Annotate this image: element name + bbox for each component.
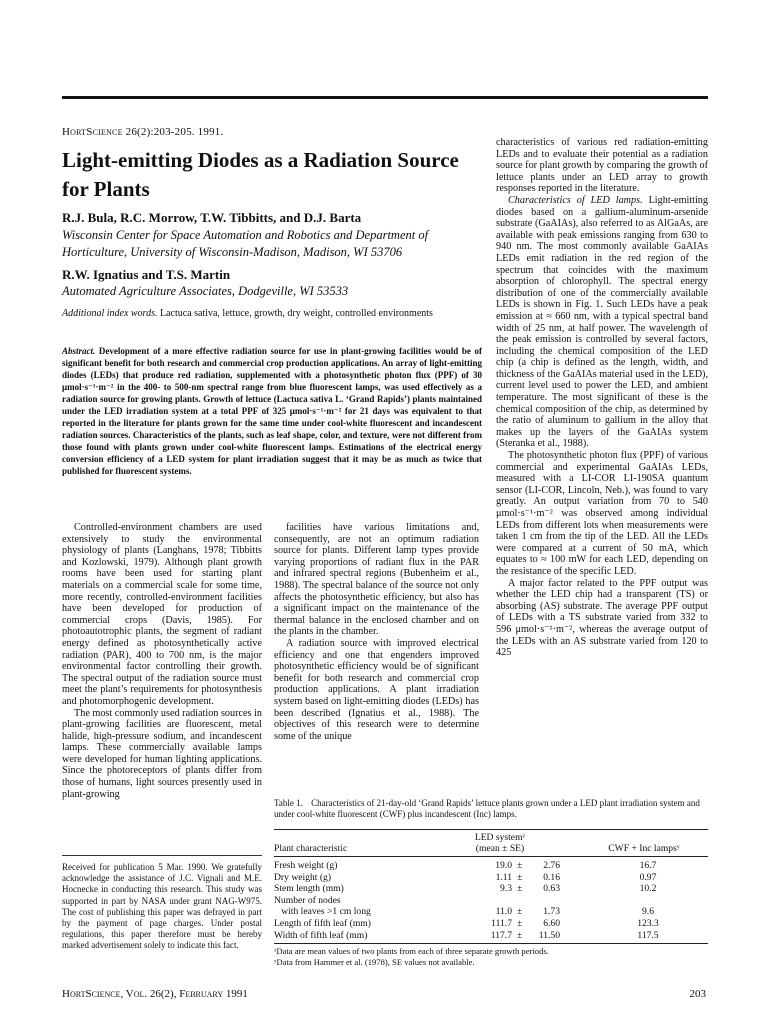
table-notes: [274, 946, 708, 968]
authors-group-1: R.J. Bula, R.C. Morrow, T.W. Tibbitts, and D.J. Barta: [62, 210, 362, 225]
table-cell-characteristic: Number of nodes: [274, 894, 341, 906]
abstract: [62, 345, 482, 477]
table-note-z: ᶻData are mean values of two plants from each of three separate growth periods.: [274, 946, 549, 956]
table-row: [274, 895, 708, 907]
table-row: [274, 883, 708, 895]
table-cell-cwf: 0.97: [639, 871, 657, 883]
table-cell-characteristic: Fresh weight (g): [274, 860, 338, 871]
index-words-text: Lactuca sativa, lettuce, growth, dry weight, controlled environments: [159, 308, 433, 319]
table-cell-led-se: 6.60: [543, 918, 560, 929]
authors-group-2: R.W. Ignatius and T.S. Martin: [62, 267, 231, 282]
col1-paragraph-2: The most commonly used radiation sources in plant-growing facilities are fluorescent, metal halide, high-pressure sodium, and incandescent lamps. These commercially available lamps were developed for human lighting applications. Since the photoreceptors of plants differ from those of humans, light sources presently used in plant-growing: [62, 707, 262, 800]
table-cell-plus-minus: ±: [517, 871, 523, 883]
col1-paragraph-1: Controlled-environment chambers are used extensively to study the environmental physiology of plants (Langhans, 1978; Tibbitts and Kozlowski, 1979). Although plant growth rooms have been used for starting plant materials on a commercial scale for some time, more recently, controlled-environment facilities have been developed for production of commercial crops (Davis, 1985). For photoautotrophic plants, the segment of radiant energy defined as photosynthetically active radiation (PAR), 400 to 700 nm, is the major environmental factor controlling their growth. The spectral output of the radiation source must meet the plant’s requirements for photosynthesis and photomorphogenic development.: [62, 522, 262, 707]
col2-paragraph-1: facilities have various limitations and, consequently, are not an optimum radiation source for plants. Different lamp types provide varying proportions of radiant flux in the PAR and infrared spectral regions (Bubenheim et al., 1988). The spectral balance of the source not only affects the photosynthetic efficiency, but also has a significant impact on the maintenance of the thermal balance in the enclosed chamber and on the plants in the chamber.: [274, 522, 479, 638]
table-cell-cwf: 123.3: [637, 918, 659, 929]
col3-paragraph-4: A major factor related to the PPF output was whether the LED chip had a transparent (TS) or absorbing (AS) substrate. The average PPF output of LEDs with a TS substrate varied from 332 to 596 μmol·s⁻¹·m⁻², whereas the average output of the LEDs with an AS substrate varied from 120 to 425: [496, 577, 708, 659]
page-number: 203: [689, 988, 706, 1000]
table-header-characteristic: Plant characteristic: [274, 843, 348, 854]
col3-paragraph-2: [496, 195, 708, 450]
table-cell-plus-minus: ±: [517, 918, 523, 929]
table-cell-led-se: 11.50: [538, 929, 560, 941]
table-cell-led-mean: 9.3: [500, 883, 512, 895]
col3-paragraph-1: characteristics of various red radiation-emitting LEDs and to evaluate their potential as a radiation source for plant growth by comparing the growth of lettuce plants under an LED array to growth responses reported in the literature.: [496, 137, 708, 195]
table-row: [274, 872, 708, 884]
table-cell-characteristic: Length of fifth leaf (mm): [274, 918, 371, 929]
affiliation-1: Wisconsin Center for Space Automation and Robotics and Department of Horticulture, University of Wisconsin-Madison, Madison, WI 53706: [62, 228, 429, 259]
col3-subhead: Characteristics of LED lamps.: [508, 194, 643, 206]
table-cell-cwf: 117.5: [637, 929, 659, 941]
table-cell-plus-minus: ±: [517, 883, 523, 895]
col3-paragraph-2-text: Light-emitting diodes based on a gallium-aluminum-arsenide substrate (GaAIAs), also referred to as AlGaAs, are available with peak emissions ranging from 630 to 940 nm. The most commonly available GaAIAs LEDs emit radiation in the red region of the spectrum that coincides with the maximum absorption of chlorophyll. The spectral energy distribution of one of the commercially available LEDs is shown in Fig. 1. Such LEDs have a peak emission at ≈ 660 nm, with a typical spectral band width of 25 nm, at half power. The wavelength of the peak emission is controlled by several factors, including the chemical composition of the LED chip (a chip is defined as the length, width, and thickness of the GaAIAs material used in the LED), current level used to power the LED, and ambient temperature. The most significant of these is the chemical composition of the chip, as determined by the ratio of aluminum to gallium in the alloy that makes up the layers of the GaAIAs system (Steranka et al., 1988).: [496, 194, 708, 450]
body-column-2: [274, 522, 479, 742]
table-cell-characteristic: Width of fifth leaf (mm): [274, 929, 368, 941]
footer-journal: HortScience, Vol. 26(2), February 1991: [62, 988, 248, 1000]
table-cell-led-mean: 11.0: [495, 906, 512, 918]
affiliation-2: Automated Agriculture Associates, Dodgeville, WI 53533: [62, 284, 349, 298]
table-cell-characteristic: Stem length (mm): [274, 883, 344, 895]
table-cell-led-se: 2.76: [543, 860, 560, 871]
top-rule: [62, 96, 708, 99]
table-cell-cwf: 9.6: [642, 906, 654, 918]
table-cell-led-se: 0.16: [543, 871, 560, 883]
table-top-rule: [274, 829, 708, 830]
table-caption-text: Characteristics of 21-day-old ‘Grand Rapids’ lettuce plants grown under a LED plant irradiation system and under cool-white fluorescent (CWF) plus incandescent (Inc) lamps.: [274, 798, 700, 819]
journal-citation: HortScience 26(2):203-205. 1991.: [62, 126, 224, 138]
table-cell-plus-minus: ±: [517, 929, 523, 941]
body-column-3: [496, 137, 708, 659]
table-cell-led-mean: 19.0: [495, 860, 512, 871]
table-row: [274, 930, 708, 942]
table-cell-cwf: 16.7: [639, 860, 657, 871]
table-header-led: [440, 832, 560, 854]
table-cell-plus-minus: ±: [517, 906, 523, 918]
body-column-1: [62, 522, 262, 800]
table-bottom-rule: [274, 943, 708, 944]
table-row: [274, 860, 708, 872]
table-cell-led-se: 0.63: [543, 883, 560, 895]
col3-paragraph-3: The photosynthetic photon flux (PPF) of various commercial and experimental GaAIAs LEDs, measured with a LI-COR LI-190SA quantum sensor (LI-COR, Lincoln, Neb.), was found to vary greatly. An output variation from 70 to 540 μmol·s⁻¹·m⁻² was observed among individual LEDs from different lots when measurements were taken 1 cm from the tip of the LED. All the LEDs were compared at a current of 50 mA, which equates to ≈ 100 mW for each LED, depending on the resistance of the specific LED.: [496, 450, 708, 577]
index-words: [62, 308, 482, 320]
footnote-rule: [62, 855, 262, 856]
table-cell-led-mean: 1.11: [495, 871, 512, 883]
table-header-led-line2: (mean ± SE): [475, 843, 525, 854]
article-title: Light-emitting Diodes as a Radiation Source for Plants: [62, 148, 459, 201]
table-header-led-line1: LED systemᶻ: [474, 832, 526, 843]
table-note-y: ʸData from Hammer et al. (1978), SE values not available.: [274, 957, 475, 967]
table-cell-led-mean: 117.7: [490, 929, 512, 941]
table-caption: [274, 798, 708, 820]
table-row: [274, 918, 708, 930]
table-label: Table 1.: [274, 798, 303, 808]
table-cell-cwf: 10.2: [639, 883, 657, 895]
table-cell-characteristic: Dry weight (g): [274, 871, 332, 883]
abstract-label: Abstract.: [62, 346, 96, 356]
index-words-label: Additional index words.: [62, 308, 158, 319]
col2-paragraph-2: A radiation source with improved electrical efficiency and one that engenders improved photosynthetic efficiency would be of significant benefit for both research and commercial crop production applications. A plant irradiation system based on light-emitting diodes (LEDs) has been described (Ignatius et al., 1988). The objectives of this research were to determine some of the unique: [274, 637, 479, 742]
table-cell-led-mean: 111.7: [491, 918, 512, 929]
table-header-rule: [274, 856, 708, 857]
table-cell-led-se: 1.73: [543, 906, 560, 918]
table-header-cwf: CWF + Inc lampsʸ: [608, 843, 680, 854]
abstract-text: Development of a more effective radiation source for use in plant-growing facilities would be of significant benefit for both research and commercial crop production applications. An array of light-emitting diodes (LEDs) that produce red radiation, supplemented with a photosynthetic photon flux (PPF) of 30 μmol·s⁻¹·m⁻² in the 400- to 500-nm spectral range from blue fluorescent lamps, was used effectively as a radiation source for growing plants. Growth of lettuce (Lactuca sativa L. ‘Grand Rapids’) plants maintained under the LED irradiation system at a total PPF of 325 μmol·s⁻¹·m⁻² for 21 days was equivalent to that reported in the literature for plants grown for the same time under cool-white fluorescent and incandescent radiation sources. Characteristics of the plants, such as leaf shape, color, and texture, were not different from those found with plants grown under cool-white fluorescent lamps. Estimations of the electrical energy conversion efficiency of a LED system for plant irradiation suggest that it may be as much as twice that published for fluorescent systems.: [62, 346, 483, 476]
table-cell-characteristic: with leaves >1 cm long: [274, 906, 371, 918]
table-row: [274, 906, 708, 918]
footnote: Received for publication 5 Mar. 1990. We gratefully acknowledge the assistance of J.C. Vignali and M.E. Hocnecke in conducting this research. This study was supported in part by NASA under grant NAG-W975. The cost of publishing this paper was defrayed in part by the payment of page charges. Under postal regulations, this paper therefore must be hereby marked advertisement solely to indicate this fact.: [62, 862, 262, 951]
table-cell-plus-minus: ±: [517, 860, 523, 871]
